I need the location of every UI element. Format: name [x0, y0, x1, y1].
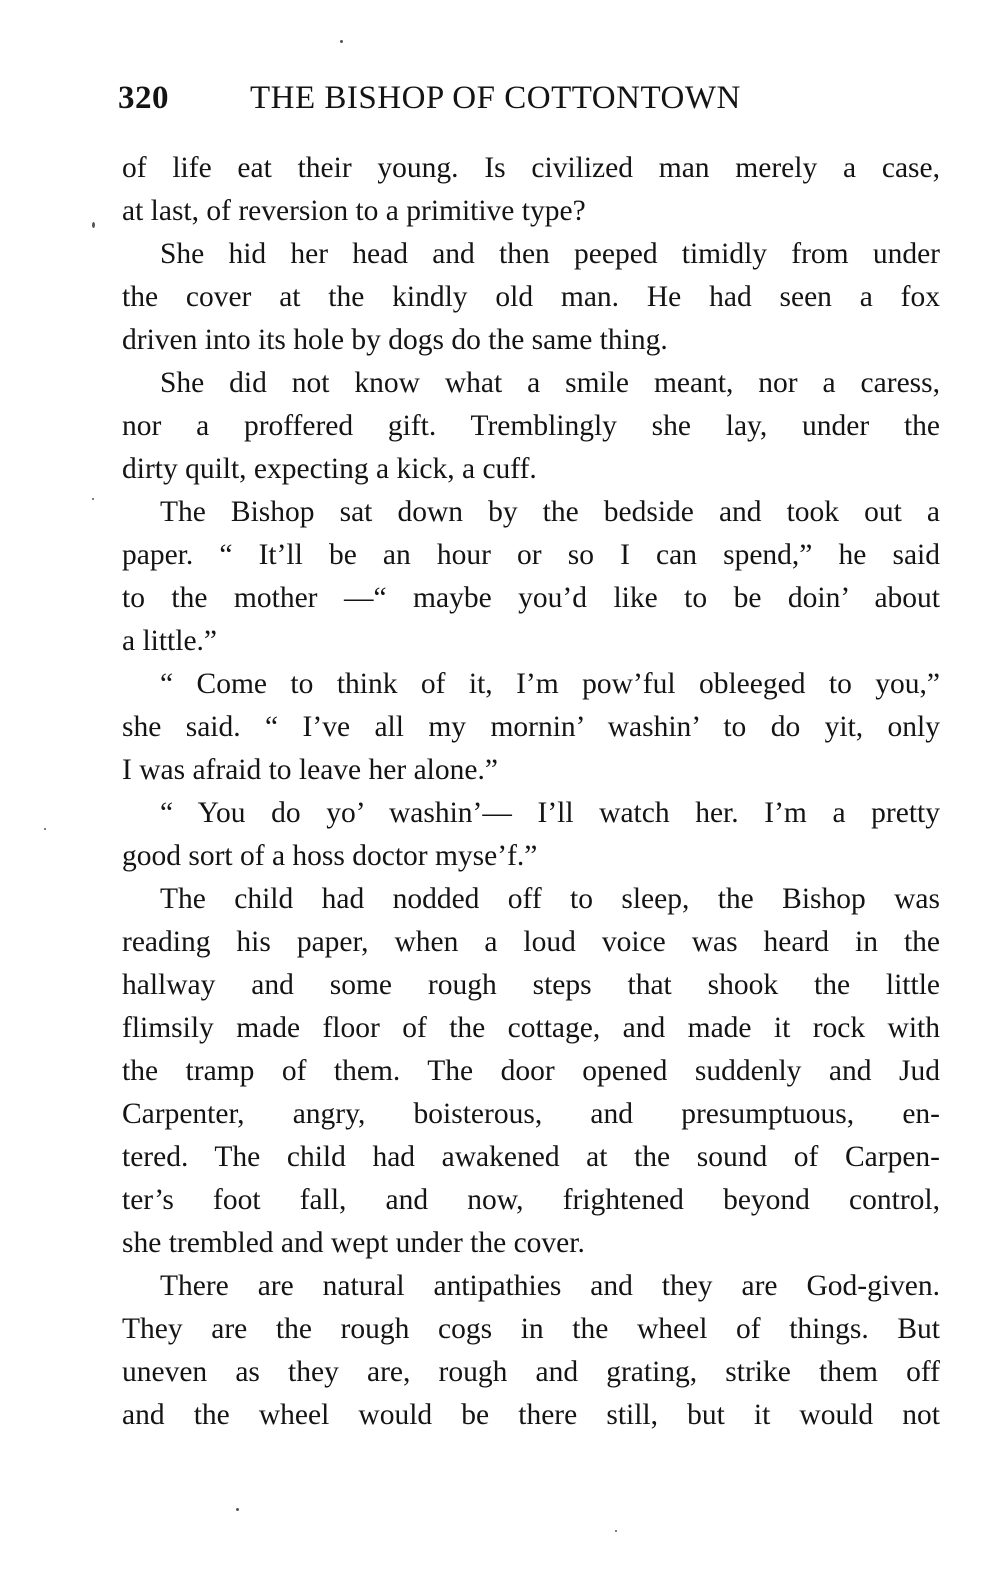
- text-line: The child had nodded off to sleep, the Bishop was: [160, 883, 940, 915]
- text-line: “ Come to think of it, I’m pow’ful obleeged to you,”: [160, 668, 940, 700]
- text-line: She hid her head and then peeped timidly from under: [160, 238, 940, 270]
- text-line: tered. The child had awakened at the sound of Carpen-: [122, 1141, 940, 1173]
- text-line: flimsily made floor of the cottage, and made it rock with: [122, 1012, 940, 1044]
- print-speck: [92, 498, 94, 500]
- page-number: 320: [118, 80, 169, 116]
- text-line: There are natural antipathies and they are God-given.: [160, 1270, 940, 1302]
- text-line: paper. “ It’ll be an hour or so I can spend,” he said: [122, 539, 940, 571]
- text-line: The Bishop sat down by the bedside and took out a: [160, 496, 940, 528]
- text-line: Carpenter, angry, boisterous, and presumptuous, en-: [122, 1098, 940, 1130]
- body-text: [122, 147, 940, 1437]
- text-line: She did not know what a smile meant, nor a caress,: [160, 367, 940, 399]
- text-line: They are the rough cogs in the wheel of things. But: [122, 1313, 940, 1345]
- text-line: a little.”: [122, 625, 218, 657]
- print-speck: [340, 40, 343, 43]
- text-line: of life eat their young. Is civilized man merely a case,: [122, 152, 940, 184]
- text-line: the cover at the kindly old man. He had seen a fox: [122, 281, 940, 313]
- text-line: she said. “ I’ve all my mornin’ washin’ to do yit, only: [122, 711, 940, 743]
- print-speck: [615, 1530, 617, 1532]
- print-speck: [92, 222, 95, 228]
- text-line: she trembled and wept under the cover.: [122, 1227, 585, 1259]
- text-line: uneven as they are, rough and grating, strike them off: [122, 1356, 940, 1388]
- print-speck: [44, 828, 46, 830]
- print-speck: [236, 1508, 239, 1511]
- text-line: ter’s foot fall, and now, frightened beyond control,: [122, 1184, 940, 1216]
- text-line: dirty quilt, expecting a kick, a cuff.: [122, 453, 537, 485]
- text-line: and the wheel would be there still, but it would not: [122, 1399, 940, 1431]
- text-line: “ You do yo’ washin’— I’ll watch her. I’m a pretty: [160, 797, 940, 829]
- text-line: the tramp of them. The door opened suddenly and Jud: [122, 1055, 940, 1087]
- text-line: reading his paper, when a loud voice was heard in the: [122, 926, 940, 958]
- text-line: good sort of a hoss doctor myse’f.”: [122, 840, 538, 872]
- page-header: [118, 80, 878, 130]
- text-line: nor a proffered gift. Tremblingly she lay, under the: [122, 410, 940, 442]
- text-line: at last, of reversion to a primitive type?: [122, 195, 586, 227]
- running-title: THE BISHOP OF COTTONTOWN: [250, 80, 741, 116]
- text-line: driven into its hole by dogs do the same thing.: [122, 324, 668, 356]
- text-line: I was afraid to leave her alone.”: [122, 754, 498, 786]
- text-line: hallway and some rough steps that shook the little: [122, 969, 940, 1001]
- text-line: to the mother —“ maybe you’d like to be doin’ about: [122, 582, 940, 614]
